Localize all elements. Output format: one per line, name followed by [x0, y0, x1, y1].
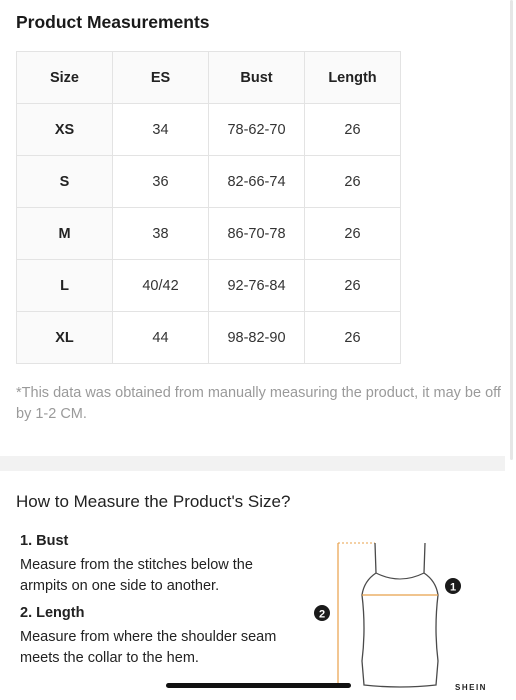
- bust-cell: 98-82-90: [209, 312, 305, 364]
- size-cell: XS: [17, 104, 113, 156]
- length-cell: 26: [305, 260, 401, 312]
- step-length-text: Measure from where the shoulder seam meets the collar to the hem.: [20, 629, 277, 666]
- cami-neckline: [376, 573, 424, 579]
- step-bust-text: Measure from the stitches below the armpits on one side to another.: [20, 557, 253, 594]
- es-cell: 36: [113, 156, 209, 208]
- cami-top-illustration: [300, 533, 500, 700]
- table-header-row: [17, 52, 401, 104]
- bust-cell: 78-62-70: [209, 104, 305, 156]
- scrollbar[interactable]: [510, 0, 513, 460]
- size-table: [16, 51, 401, 364]
- table-row: [17, 260, 401, 312]
- table-row: [17, 104, 401, 156]
- section-divider: [0, 456, 505, 471]
- measurement-diagram: [300, 533, 500, 700]
- step-bust: [20, 533, 290, 597]
- size-cell: S: [17, 156, 113, 208]
- column-header-es: ES: [113, 52, 209, 104]
- table-row: [17, 312, 401, 364]
- bust-cell: 86-70-78: [209, 208, 305, 260]
- column-header-bust: Bust: [209, 52, 305, 104]
- table-row: [17, 208, 401, 260]
- length-cell: 26: [305, 156, 401, 208]
- es-cell: 40/42: [113, 260, 209, 312]
- marker-2-label: 2: [318, 608, 326, 621]
- column-header-size: Size: [17, 52, 113, 104]
- bust-cell: 92-76-84: [209, 260, 305, 312]
- measurement-disclaimer: *This data was obtained from manually measuring the product, it may be off by 1-2 CM.: [16, 385, 501, 422]
- step-length: [20, 605, 290, 669]
- how-to-measure-title: How to Measure the Product's Size?: [16, 492, 291, 511]
- bust-cell: 82-66-74: [209, 156, 305, 208]
- size-cell: XL: [17, 312, 113, 364]
- cami-top-outline: [362, 543, 438, 687]
- size-cell: M: [17, 208, 113, 260]
- page-title: Product Measurements: [16, 12, 210, 32]
- marker-1-label: 1: [449, 581, 457, 594]
- table-row: [17, 156, 401, 208]
- length-cell: 26: [305, 312, 401, 364]
- es-cell: 44: [113, 312, 209, 364]
- brand-logo: SHEIN: [455, 683, 487, 692]
- length-cell: 26: [305, 104, 401, 156]
- length-cell: 26: [305, 208, 401, 260]
- column-header-length: Length: [305, 52, 401, 104]
- es-cell: 34: [113, 104, 209, 156]
- size-cell: L: [17, 260, 113, 312]
- step-bust-title: 1. Bust: [20, 533, 69, 549]
- home-indicator[interactable]: [166, 683, 351, 688]
- step-length-title: 2. Length: [20, 605, 85, 621]
- es-cell: 38: [113, 208, 209, 260]
